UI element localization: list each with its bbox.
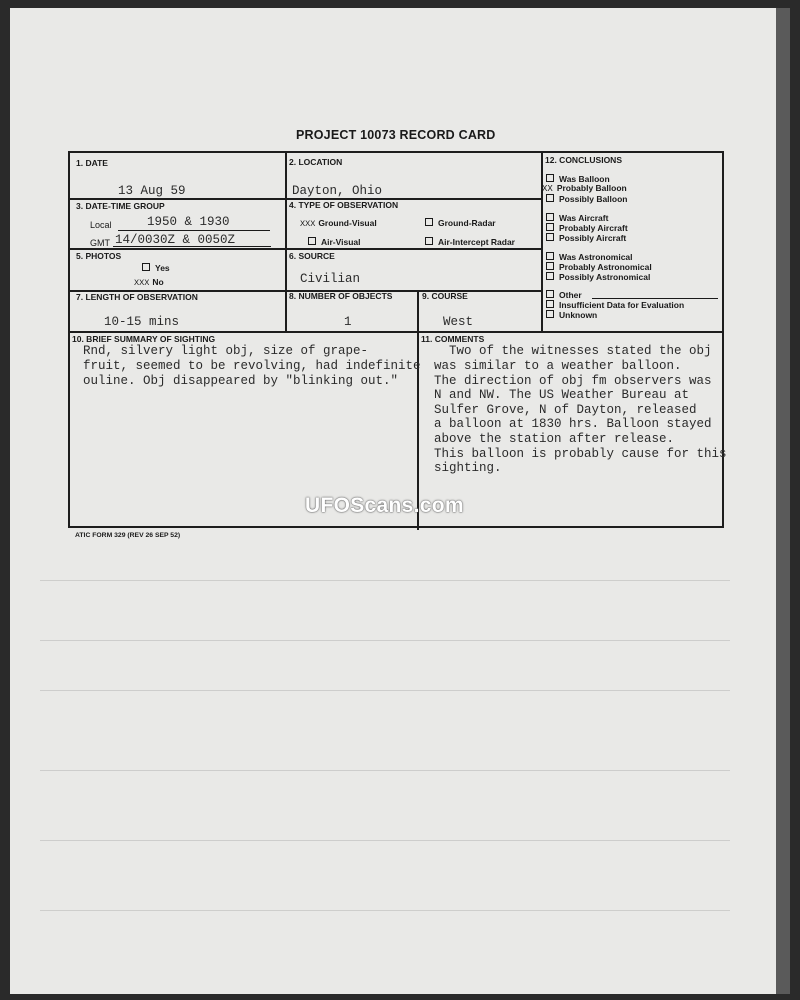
scan-edge	[776, 8, 790, 994]
date-time-group-label: 3. DATE-TIME GROUP	[76, 201, 165, 211]
air-visual-text: Air-Visual	[321, 237, 361, 247]
bleed-through	[40, 540, 740, 960]
photos-label: 5. PHOTOS	[76, 251, 122, 261]
checkbox-icon	[546, 262, 554, 270]
comment-line: N and NW. The US Weather Bureau at	[434, 388, 690, 402]
comment-line: sighting.	[434, 461, 502, 475]
conclusion-text: Possibly Balloon	[559, 194, 628, 204]
checkbox-icon	[308, 237, 316, 245]
conclusion-text: Probably Balloon	[556, 183, 627, 193]
conclusion-probably-balloon	[542, 184, 627, 195]
other-underline	[592, 298, 718, 299]
gmt-value: 14/0030Z & 0050Z	[115, 233, 236, 247]
checkbox-icon	[546, 233, 554, 241]
conclusion-possibly-astronomical	[546, 272, 650, 283]
conclusion-was-aircraft	[546, 213, 608, 224]
ground-visual-option	[300, 218, 377, 229]
conclusion-possibly-aircraft	[546, 233, 626, 244]
length-value: 10-15 mins	[104, 315, 180, 329]
course-label: 9. COURSE	[422, 291, 468, 301]
number-of-objects-value: 1	[344, 315, 352, 329]
checkbox-icon	[425, 218, 433, 226]
conclusion-text: Possibly Aircraft	[559, 233, 627, 243]
conclusion-text: Probably Aircraft	[559, 223, 628, 233]
comments-label: 11. COMMENTS	[421, 334, 485, 344]
conclusion-text: Probably Astronomical	[559, 262, 652, 272]
form-id: ATIC FORM 329 (REV 26 SEP 52)	[75, 532, 181, 539]
watermark: UFOScans.com	[305, 494, 464, 517]
comment-line: The direction of obj fm observers was	[434, 374, 712, 388]
checkbox-icon	[546, 300, 554, 308]
photos-no-option	[134, 277, 164, 288]
ground-radar-text: Ground-Radar	[438, 218, 496, 228]
conclusion-insufficient-data	[546, 300, 684, 311]
checkbox-icon	[425, 237, 433, 245]
checkbox-icon	[546, 290, 554, 298]
conclusion-text: Was Astronomical	[559, 252, 633, 262]
photos-no-mark: XXX	[134, 278, 150, 288]
conclusion-probably-aircraft	[546, 223, 628, 234]
checkbox-icon	[546, 252, 554, 260]
source-label: 6. SOURCE	[289, 251, 335, 261]
comment-line: Sulfer Grove, N of Dayton, released	[434, 403, 697, 417]
number-of-objects-label: 8. NUMBER OF OBJECTS	[289, 291, 393, 301]
conclusion-text: Was Balloon	[559, 174, 610, 184]
local-underline	[118, 230, 270, 231]
conclusion-possibly-balloon	[546, 194, 628, 205]
checkbox-icon	[546, 223, 554, 231]
comment-line: a balloon at 1830 hrs. Balloon stayed	[434, 417, 712, 431]
checkbox-icon	[546, 174, 554, 182]
gmt-label: GMT	[90, 238, 110, 248]
ground-radar-option	[425, 218, 496, 228]
checkbox-icon	[546, 194, 554, 202]
checked-mark: XX	[542, 184, 553, 194]
page-title: PROJECT 10073 RECORD CARD	[296, 128, 496, 142]
source-value: Civilian	[300, 272, 361, 286]
ground-visual-text: Ground-Visual	[318, 218, 377, 228]
checkbox-icon	[142, 263, 150, 271]
length-label: 7. LENGTH OF OBSERVATION	[76, 292, 198, 302]
ground-visual-mark: XXX	[300, 219, 316, 229]
date-value: 13 Aug 59	[118, 184, 186, 198]
observation-type-label: 4. TYPE OF OBSERVATION	[289, 200, 399, 210]
location-label: 2. LOCATION	[289, 157, 343, 167]
conclusion-was-astronomical	[546, 252, 633, 263]
summary-line: fruit, seemed to be revolving, had indefinite	[83, 359, 421, 373]
conclusion-text: Other	[559, 290, 582, 300]
air-visual-option	[308, 237, 361, 247]
conclusion-text: Possibly Astronomical	[559, 272, 651, 282]
air-intercept-radar-option	[425, 237, 515, 247]
checkbox-icon	[546, 272, 554, 280]
checkbox-icon	[546, 213, 554, 221]
photos-no-text: No	[152, 277, 164, 287]
conclusion-text: Insufficient Data for Evaluation	[559, 300, 685, 310]
checkbox-icon	[546, 310, 554, 318]
conclusion-text: Was Aircraft	[559, 213, 609, 223]
conclusion-text: Unknown	[559, 310, 598, 320]
comment-line: Two of the witnesses stated the obj	[434, 344, 712, 358]
summary-label: 10. BRIEF SUMMARY OF SIGHTING	[72, 334, 216, 344]
air-intercept-radar-text: Air-Intercept Radar	[438, 237, 515, 247]
local-value: 1950 & 1930	[147, 215, 230, 229]
comment-line: above the station after release.	[434, 432, 675, 446]
location-value: Dayton, Ohio	[292, 184, 383, 198]
date-label: 1. DATE	[76, 158, 108, 168]
conclusion-other	[546, 290, 582, 301]
course-value: West	[443, 315, 474, 329]
summary-line: ouline. Obj disappeared by "blinking out."	[83, 374, 399, 388]
comment-line: was similar to a weather balloon.	[434, 359, 682, 373]
conclusion-probably-astronomical	[546, 262, 652, 273]
conclusions-label: 12. CONCLUSIONS	[545, 155, 622, 165]
local-label: Local	[90, 220, 112, 230]
photos-yes-option	[142, 263, 170, 273]
summary-line: Rnd, silvery light obj, size of grape-	[83, 344, 369, 358]
conclusion-unknown	[546, 310, 597, 321]
photos-yes-text: Yes	[155, 263, 170, 273]
comment-line: This balloon is probably cause for this	[434, 447, 727, 461]
